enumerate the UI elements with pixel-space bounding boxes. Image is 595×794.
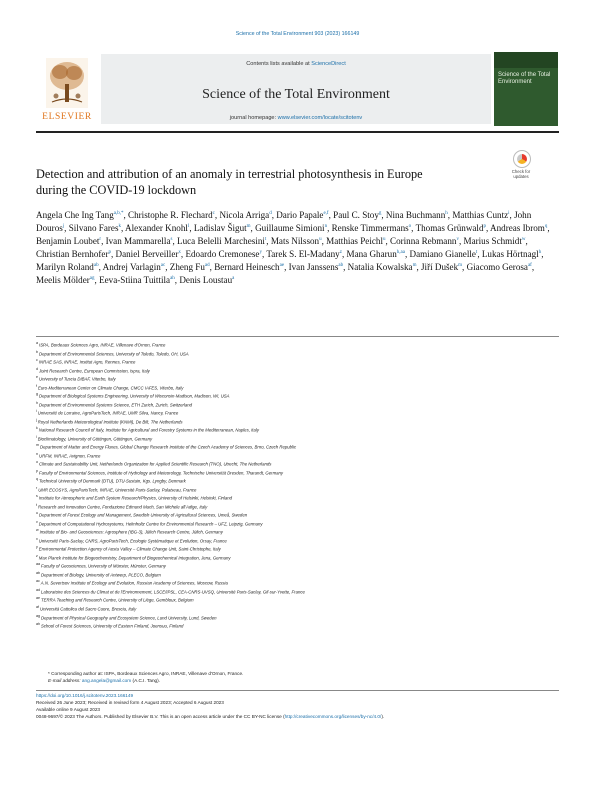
author-affiliation-marker[interactable]: h,aa xyxy=(396,250,405,256)
affiliation-item xyxy=(36,459,559,468)
author-name: Zheng Fu xyxy=(169,262,205,273)
affiliation-text: Bioclimatology, University of Göttingen, Göttingen, Germany xyxy=(37,436,153,442)
author-name: Eeva-Stiina Tuittila xyxy=(99,275,171,286)
affiliation-text: Climate and Sustainability Unit, Netherlands Organization for Applied Scientific Research (TNO), Utrecht, The Netherlands xyxy=(39,461,272,467)
affiliation-text: Joint Research Centre, European Commission, Ispra, Italy xyxy=(39,367,150,373)
affiliation-text: UMR ECOSYS, AgroParisTech, INRAE, Université Paris-Saclay, Palaiseau, France xyxy=(38,487,197,493)
author-name: Matthias Peichl xyxy=(326,236,383,247)
author-affiliation-marker[interactable]: t xyxy=(264,237,267,243)
elsevier-logo xyxy=(36,54,98,126)
affiliation-text: Università Cattolica del Sacro Cuore, Brescia, Italy xyxy=(40,606,137,612)
email-prefix: E-mail address: xyxy=(48,678,82,683)
affiliation-item xyxy=(36,417,559,426)
author-affiliation-marker[interactable]: t xyxy=(475,250,478,256)
affiliation-marker: ag xyxy=(36,613,41,618)
author-name: Mats Nilsson xyxy=(270,236,320,247)
affiliation-marker: q xyxy=(36,477,39,482)
author-affiliation-marker[interactable]: j xyxy=(62,224,65,230)
email-line xyxy=(48,677,548,684)
author-name: Edoardo Cremonese xyxy=(185,249,260,260)
author-affiliation-marker[interactable]: m xyxy=(246,224,251,230)
affiliation-item xyxy=(36,349,559,358)
author-affiliation-marker[interactable]: ad xyxy=(204,263,210,269)
affiliation-marker: r xyxy=(36,485,39,490)
author-affiliation-marker[interactable]: a xyxy=(232,276,235,282)
cover-header-bar xyxy=(494,52,558,68)
license-link[interactable]: http://creativecommons.org/licenses/by-nc/4.0/ xyxy=(284,714,382,719)
sciencedirect-link[interactable]: ScienceDirect xyxy=(311,61,346,67)
author-affiliation-marker[interactable]: h xyxy=(538,250,542,256)
affiliation-item xyxy=(36,357,559,366)
author-name: Giacomo Gerosa xyxy=(466,262,528,273)
author-affiliation-marker[interactable]: m xyxy=(412,263,417,269)
author-name: Guillaume Simioni xyxy=(255,223,325,234)
affiliation-item xyxy=(36,544,559,553)
author-name: Angela Che Ing Tang xyxy=(36,210,114,221)
article-title: Detection and attribution of an anomaly in terrestrial photosynthesis in Europe during the COVID-19 lockdown xyxy=(36,167,423,197)
author-affiliation-marker[interactable]: y xyxy=(259,250,262,256)
affiliation-marker: s xyxy=(36,494,39,499)
affiliation-text: Faculty of Environmental Sciences, Institute of Hydrology and Meteorology, Technische Universität Dresden, Tharandt, Germany xyxy=(39,470,284,476)
affiliation-text: Department of Environmental Systems Science, ETH Zurich, Zurich, Switzerland xyxy=(39,402,193,408)
masthead-rule xyxy=(36,131,559,133)
affiliation-marker: u xyxy=(36,511,39,516)
author-name: Jiří Dušek xyxy=(421,262,459,273)
author-name: Matthias Cuntz xyxy=(452,210,509,221)
author-affiliation-marker[interactable]: o xyxy=(408,224,412,230)
affiliation-marker: f xyxy=(36,383,38,388)
affiliation-marker: c xyxy=(36,358,39,363)
author-affiliation-marker[interactable]: h xyxy=(445,211,448,216)
check-for-updates-label: Check for updates xyxy=(511,169,531,179)
author-name: Christian Bernhofer xyxy=(36,249,109,260)
author-affiliation-marker[interactable]: a,b,* xyxy=(113,211,124,216)
affiliation-marker: v xyxy=(36,519,39,524)
author-name: Nina Buchmann xyxy=(385,210,446,221)
homepage-prefix: journal homepage: xyxy=(229,115,278,121)
author-name: John Douros xyxy=(36,210,532,234)
journal-info-box xyxy=(101,54,491,124)
author-affiliation-marker[interactable]: c xyxy=(212,211,215,216)
author-name: Ivan Mammarella xyxy=(105,236,171,247)
affiliation-text: TERRA Teaching and Research Centre, University of Liège, Gembloux, Belgium xyxy=(41,597,194,603)
affiliation-text: Technical University of Denmark (DTU), DTU-Sustain, Kgs. Lyngby, Denmark xyxy=(39,478,186,484)
author-affiliation-marker[interactable]: z xyxy=(339,250,342,256)
journal-masthead xyxy=(36,52,559,128)
author-affiliation-marker[interactable]: p xyxy=(483,224,486,230)
author-affiliation-marker[interactable]: v xyxy=(456,237,459,243)
affiliation-marker: b xyxy=(36,349,39,354)
author-name: Corinna Rebmann xyxy=(390,236,457,247)
affiliation-marker: m xyxy=(36,443,40,448)
affiliation-item xyxy=(36,493,559,502)
affiliation-text: Department of Environmental Sciences, University of Toledo, Toledo, OH, USA xyxy=(39,350,189,356)
affiliation-item xyxy=(36,408,559,417)
affiliation-marker: w xyxy=(36,528,40,533)
author-affiliation-marker[interactable]: ae xyxy=(279,263,285,269)
author-affiliation-marker[interactable]: u xyxy=(319,237,322,243)
affiliation-text: Environmental Protection Agency of Aosta Valley – Climate Change Unit, Saint-Christophe, Italy xyxy=(38,546,221,552)
affiliation-marker: o xyxy=(36,460,39,465)
author-name: Dario Papale xyxy=(276,210,324,221)
affiliation-item xyxy=(36,400,559,409)
affiliation-marker: p xyxy=(36,468,39,473)
affiliation-marker: l xyxy=(36,434,38,439)
author-name: Christophe R. Flechard xyxy=(128,210,213,221)
author-affiliation-marker[interactable]: w xyxy=(521,237,526,243)
author-affiliation-marker[interactable]: n xyxy=(324,224,328,230)
author-affiliation-marker[interactable]: u xyxy=(382,237,386,243)
affiliation-text: Research and Innovation Centre, Fondazione Edmund Mach, San Michele all'Adige, Italy xyxy=(38,504,208,510)
affiliation-text: Department of Biology, University of Antwerp, PLECO, Belgium xyxy=(41,572,161,578)
affiliation-marker: g xyxy=(36,392,39,397)
affiliation-marker: ae xyxy=(36,596,41,601)
affiliation-text: National Research Council of Italy, Institute for Agricultural and Forestry Systems in the Mediterranean, Naples, Italy xyxy=(38,427,259,433)
available-date: Available online 9 August 2023 xyxy=(36,707,101,712)
homepage-line xyxy=(101,115,491,121)
correspondence-note xyxy=(48,670,548,684)
affiliation-text: School of Forest Sciences, University of Eastern Finland, Joensuu, Finland xyxy=(41,623,184,629)
affiliation-item xyxy=(36,476,559,485)
affiliation-list xyxy=(36,340,559,630)
author-affiliation-marker[interactable]: ah xyxy=(170,276,175,282)
affiliation-item xyxy=(36,570,559,579)
author-affiliation-marker[interactable]: ag xyxy=(89,276,95,282)
affiliation-item xyxy=(36,374,559,383)
affiliation-item xyxy=(36,553,559,562)
affiliation-marker: i xyxy=(36,409,38,414)
author-affiliation-marker[interactable]: ab xyxy=(93,263,99,269)
author-name: Benjamin Loubet xyxy=(36,236,100,247)
affiliation-text: Faculty of Geosciences, University of Münster, Münster, Germany xyxy=(41,563,166,569)
affiliation-marker: af xyxy=(36,604,40,609)
homepage-link[interactable]: www.elsevier.com/locate/scitotenv xyxy=(277,115,363,121)
affiliation-marker: h xyxy=(36,400,39,405)
affiliation-rule xyxy=(36,336,559,337)
affiliation-text: INRAE SAS, INRAE, Institut Agro, Rennes, France xyxy=(38,359,136,365)
author-affiliation-marker[interactable]: s xyxy=(170,237,173,243)
affiliation-text: Department of Forest Ecology and Management, Swedish University of Agricultural Sciences, Umeå, Sweden xyxy=(39,512,248,518)
author-affiliation-marker[interactable]: m xyxy=(458,263,463,269)
author-affiliation-marker[interactable]: ab xyxy=(338,263,344,269)
license-prefix: 0048-9697/© 2023 The Authors. Published by Elsevier B.V. This is an open access article under the CC BY-NC license ( xyxy=(36,714,285,719)
footer-rule xyxy=(36,690,559,691)
affiliation-item xyxy=(36,510,559,519)
affiliation-text: Royal Netherlands Meteorological Institute (KNMI), De Bilt, The Netherlands xyxy=(37,419,183,425)
author-name: Nicola Arriga xyxy=(219,210,270,221)
affiliation-text: A.N. Severtsov Institute of Ecology and Evolution, Russian Academy of Sciences, Moscow, Russia xyxy=(40,580,228,586)
author-name: Mana Gharun xyxy=(346,249,397,260)
author-name: Meelis Mölder xyxy=(36,275,90,286)
author-name: Bernard Heinesch xyxy=(214,262,280,273)
affiliation-item xyxy=(36,527,559,536)
email-link[interactable]: ang.angela@gmail.com xyxy=(81,678,132,683)
received-dates: Received 26 June 2023; Received in revised form 4 August 2023; Accepted 6 August 2023 xyxy=(36,700,224,705)
license-suffix: ). xyxy=(381,714,385,719)
affiliation-item xyxy=(36,451,559,460)
crossmark-icon xyxy=(513,150,531,168)
author-name: Daniel Berveiller xyxy=(115,249,179,260)
journal-reference: Science of the Total Environment 903 (2023) 166149 xyxy=(235,31,360,37)
affiliation-item xyxy=(36,613,559,622)
affiliation-item xyxy=(36,595,559,604)
affiliation-marker: x xyxy=(36,536,39,541)
affiliation-item xyxy=(36,442,559,451)
journal-cover-image xyxy=(494,52,558,126)
author-name: Paul C. Stoy xyxy=(333,210,379,221)
author-name: Ladislav Šigut xyxy=(193,223,247,234)
affiliation-item xyxy=(36,561,559,570)
affiliation-text: URFM, INRAE, Avignon, France xyxy=(39,453,101,459)
affiliation-item xyxy=(36,502,559,511)
affiliation-text: Université de Lorraine, AgroParisTech, INRAE, UMR Silva, Nancy, France xyxy=(37,410,179,416)
affiliation-item xyxy=(36,604,559,613)
affiliation-text: Department of Physical Geography and Ecosystem Science, Lund University, Lund, Sweden xyxy=(41,614,217,620)
author-name: Marius Schmidt xyxy=(463,236,522,247)
author-affiliation-marker[interactable]: q xyxy=(544,224,548,230)
affiliation-item xyxy=(36,519,559,528)
author-name: Silvano Fares xyxy=(68,223,119,234)
publisher-name: ELSEVIER xyxy=(42,112,92,122)
affiliation-item xyxy=(36,587,559,596)
author-name: Luca Belelli Marchesini xyxy=(177,236,265,247)
cover-title: Science of the Total Environment xyxy=(498,72,551,85)
author-affiliation-marker[interactable]: p xyxy=(108,250,111,256)
author-affiliation-marker[interactable]: g xyxy=(378,211,382,216)
affiliation-marker: ab xyxy=(36,570,41,575)
author-affiliation-marker[interactable]: i xyxy=(508,211,510,216)
affiliation-item xyxy=(36,340,559,349)
author-name: Andrej Varlagin xyxy=(102,262,161,273)
license-line xyxy=(36,713,559,720)
author-affiliation-marker[interactable]: d xyxy=(269,211,272,216)
author-name: Thomas Grünwald xyxy=(415,223,484,234)
doi-link[interactable]: https://doi.org/10.1016/j.scitotenv.2023.166149 xyxy=(36,693,134,698)
affiliation-item xyxy=(36,434,559,443)
affiliation-marker: y xyxy=(36,545,39,550)
check-for-updates-badge[interactable] xyxy=(506,150,536,186)
affiliation-marker: e xyxy=(36,375,39,380)
affiliation-text: Max Planck Institute for Biogeochemistry, Department of Biogeochemical Integration, Jena, Germany xyxy=(38,555,231,561)
affiliation-marker: ad xyxy=(36,587,41,592)
article-footer xyxy=(36,692,559,720)
author-name: Renske Timmermans xyxy=(331,223,409,234)
author-affiliation-marker[interactable]: x xyxy=(178,250,181,256)
affiliation-text: ISPA, Bordeaux Sciences Agro, INRAE, Villenave d'Ornon, France xyxy=(39,342,166,348)
affiliation-text: Institute of Bio- and Geosciences: Agrosphere (IBG-3), Jülich Research Centre, Jülich, Germany xyxy=(39,529,223,535)
author-name: Alexander Knohl xyxy=(125,223,188,234)
author-name: Denis Loustau xyxy=(179,275,233,286)
affiliation-marker: ac xyxy=(36,579,41,584)
affiliation-text: Department of Biological Systems Engineering, University of Wisconsin-Madison, Madison, WI, USA xyxy=(39,393,230,399)
elsevier-tree-icon xyxy=(46,58,88,108)
affiliation-text: Université Paris-Saclay, CNRS, AgroParisTech, Ecologie Systématique et Evolution, Orsay, France xyxy=(38,538,227,544)
affiliation-text: Institute for Atmospheric and Earth System Research/Physics, University of Helsinki, Helsinki, Finland xyxy=(38,495,233,501)
affiliation-text: Euro-Mediterranean Center on Climate Change, CMCC IAFES, Viterbo, Italy xyxy=(38,385,184,390)
affiliation-item xyxy=(36,621,559,630)
author-name: Lukas Hörtnagl xyxy=(481,249,539,260)
author-affiliation-marker[interactable]: k xyxy=(118,224,121,230)
author-affiliation-marker[interactable]: l xyxy=(187,224,190,230)
affiliation-item xyxy=(36,578,559,587)
affiliation-text: Department of Matter and Energy Fluxes, Global Change Research Institute of the Czech Academy of Sciences, Brno, Czech Republic xyxy=(40,444,297,450)
journal-title: Science of the Total Environment xyxy=(202,87,390,102)
affiliation-text: Laboratoire des Sciences du Climat et de l'Environnement, LSCE/IPSL, CEA-CNRS-UVSQ, Université Paris-Saclay, Gif-sur-Yvette, France xyxy=(41,589,305,595)
affiliation-item xyxy=(36,536,559,545)
author-name: Damiano Gianelle xyxy=(409,249,476,260)
affiliation-text: Department of Computational Hydrosystems, Helmholtz Centre for Environmental Research – UFZ, Leipzig, Germany xyxy=(38,521,263,527)
author-affiliation-marker[interactable]: e,f xyxy=(323,211,329,216)
author-name: Andreas Ibrom xyxy=(490,223,545,234)
author-affiliation-marker[interactable]: af xyxy=(527,263,532,269)
affiliation-item xyxy=(36,485,559,494)
email-suffix: (A.C.I. Tang). xyxy=(131,678,161,683)
affiliation-marker: ah xyxy=(36,622,41,627)
affiliation-item xyxy=(36,468,559,477)
affiliation-marker: aa xyxy=(36,562,41,567)
affiliation-marker: a xyxy=(36,341,39,345)
affiliation-marker: n xyxy=(36,451,39,456)
affiliation-marker: j xyxy=(36,417,38,422)
author-name: Ivan Janssens xyxy=(288,262,339,273)
affiliation-item xyxy=(36,425,559,434)
author-affiliation-marker[interactable]: r xyxy=(99,237,102,243)
author-list: Angela Che Ing Tang$^{a,b,*}$, Christophe R. Flechard$^c$, Nicola Arriga$^d$, Dario Papale$^{e,f}$, Paul C. Stoy$^g$, Nina Buchmann$^h$, Matthias Cuntz$^i$, John Douros$^j$, Silvano Fares$^k$, Alexander Knohl$^l$, Ladislav Šigut$^m$, Guillaume Simioni$^n$, Renske Timmermans$^o$, Thomas Grünwald$^p$, Andreas Ibrom$^q$, Benjamin Loubet$^r$, Ivan Mammarella$^s$, Luca Belelli Marchesini$^t$, Mats Nilsson$^u$, Matthias Peichl$^u$, Corinna Rebmann$^v$, Marius Schmidt$^w$, Christian Bernhofer$^p$, Daniel Berveiller$^x$, Edoardo Cremonese$^y$, Tarek S. El-Madany$^z$, Mana Gharun$^{h,aa}$, Damiano Gianelle$^t$, Lukas Hörtnagl$^h$, Marilyn Roland$^{ab}$, Andrej Varlagin$^{ac}$, Zheng $Fu^{ad}$, Bernard Heinesch$^{ae}$, Ivan Janssens$^{ab}$, Natalia Kowalska$^m$, Jiří Dušek$^m$, Giacomo Gerosa$^{af}$, Meelis Mölder$^{ag}$, Eeva-Stiina Tuittila$^{ah}$, Denis Loustau$^a$ xyxy=(36,210,550,286)
affiliation-marker: k xyxy=(36,426,39,431)
author-affiliation-marker[interactable]: ac xyxy=(160,263,166,269)
affiliation-item xyxy=(36,383,559,392)
author-name: Marilyn Roland xyxy=(36,262,94,273)
affiliation-item xyxy=(36,366,559,375)
affiliation-marker: t xyxy=(36,502,38,507)
author-name: Natalia Kowalska xyxy=(347,262,413,273)
contents-prefix: Contents lists available at xyxy=(246,61,312,67)
affiliation-item xyxy=(36,391,559,400)
contents-line xyxy=(101,61,491,67)
affiliation-text: University of Tuscia DIBAF, Viterbo, Italy xyxy=(39,376,116,382)
author-name: Tarek S. El-Madany xyxy=(266,249,340,260)
affiliation-marker: d xyxy=(36,366,39,371)
affiliation-marker: z xyxy=(36,553,39,558)
corresponding-author: * Corresponding author at: ISPA, Bordeaux Sciences Agro, INRAE, Villenave d'Ornon, France. xyxy=(48,671,244,676)
